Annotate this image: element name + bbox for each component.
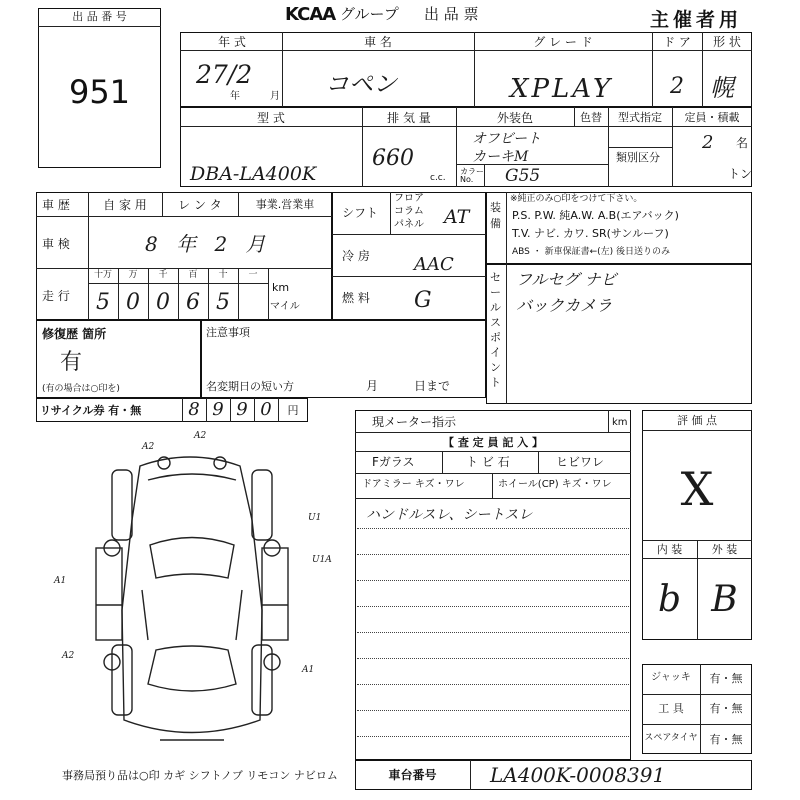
tool-spare-status: 有・無 [709, 733, 743, 746]
fglass-label: Fガラス [372, 455, 415, 469]
exterior-label: 外 装 [711, 543, 738, 556]
interior-label: 内 装 [656, 543, 683, 556]
shift-label: シフト [342, 206, 379, 220]
type-designation-header: 型式指定 [618, 111, 662, 124]
deadline-label: 名変期日の短い方 [206, 380, 294, 393]
doors-value: 2 [670, 74, 684, 99]
header-group: グループ [340, 5, 399, 23]
damage-mark: U1 [308, 513, 322, 523]
score-label: 評 価 点 [677, 414, 717, 427]
fuel-value: G [414, 288, 432, 313]
recycle-yen: 円 [287, 404, 299, 417]
damage-mark: A1 [54, 576, 67, 586]
rental-option: レ ン タ [178, 198, 222, 212]
recycle-digit: 9 [212, 399, 224, 420]
unit-10: 十 [218, 270, 228, 280]
inspector-comment: ハンドルスレ、シートスレ [366, 507, 533, 523]
brand-logo: KCAA [285, 4, 336, 25]
damage-mark: A2 [142, 442, 155, 452]
repair-label: 修復歴 箇所 [42, 327, 107, 341]
tool-kit-status: 有・無 [709, 702, 743, 715]
deadline-month: 月 [366, 379, 379, 393]
private-use-option: 自 家 用 [103, 198, 147, 212]
shift-column: コラム [394, 206, 424, 217]
tool-jack-status: 有・無 [709, 672, 743, 685]
office-items: 事務局預り品は○印 カギ シフトノブ リモコン ナビロム [62, 769, 338, 782]
fglass-crack: ヒビワレ [556, 455, 605, 469]
doors-header: ド ア [663, 35, 691, 49]
wheel: ホイール(CP) キズ・ワレ [498, 479, 612, 490]
equipment-line2: T.V. ナビ. カワ. SR(サンルーフ) [512, 227, 669, 240]
model-header: 型 式 [257, 111, 285, 125]
km-label: km [272, 281, 290, 294]
capacity-mei: 名 [736, 136, 749, 150]
ac-value: AAC [414, 254, 454, 275]
recycle-digit: 9 [236, 399, 248, 420]
recycle-digit: 8 [188, 399, 200, 420]
grade-header: グ レ ー ド [533, 35, 593, 49]
capacity-ton: トン [728, 167, 753, 181]
mileage-digit: 6 [186, 290, 200, 315]
repair-value: 有 [60, 350, 83, 375]
mile-label: マイル [270, 301, 300, 312]
year-tsuki: 月 [270, 91, 280, 102]
history-label: 車 歴 [42, 198, 70, 212]
tool-spare: スペアタイヤ [644, 733, 698, 743]
displacement-header: 排 気 量 [387, 111, 431, 125]
body-value: 幌 [710, 74, 734, 102]
tool-kit: 工 具 [658, 702, 684, 715]
recycle-digit: 0 [260, 399, 272, 420]
color-no-label: カラー No. [460, 167, 484, 184]
equipment-line1: P.S. P.W. 純A.W. A.B(エアバック) [512, 209, 679, 222]
body-header: 形 状 [713, 35, 741, 49]
mileage-digit: 0 [156, 290, 170, 315]
color-name-value: オフビート カーキM [472, 131, 542, 165]
fuel-label: 燃 料 [342, 291, 370, 305]
equipment-note: ※純正のみ○印をつけて下さい。 [510, 194, 643, 204]
damage-mark: A1 [302, 665, 315, 675]
shift-floor: フロア [394, 193, 424, 204]
notes-label: 注意事項 [206, 326, 250, 339]
inspector-title: 【 査 定 員 記 入 】 [443, 436, 543, 449]
year-value: 27/2 [196, 60, 253, 89]
exterior-score: B [711, 579, 738, 620]
cc-label: c.c. [430, 173, 446, 183]
car-name-header: 車 名 [364, 35, 392, 49]
meter-label: 現メーター指示 [372, 415, 457, 429]
year-header: 年 式 [218, 35, 246, 49]
corner-label: 主催者用 [650, 9, 743, 31]
shift-panel: パネル [394, 219, 424, 230]
unit-100k: 十万 [93, 270, 112, 280]
unit-100: 百 [188, 270, 198, 280]
equipment-line3: ABS ・ 新車保証書←(左) 後日送りのみ [512, 247, 671, 257]
repair-note: (有の場合は○印を) [42, 384, 120, 394]
unit-1: 一 [248, 270, 258, 280]
inspection-label: 車 検 [42, 237, 70, 251]
model-value: DBA-LA400K [190, 163, 317, 185]
car-name-value: コペン [325, 70, 397, 98]
recycle-label: リサイクル券 有・無 [40, 404, 142, 417]
salespoint-line2: バックカメラ [516, 296, 613, 315]
tool-jack: ジャッキ [651, 672, 691, 683]
salespoint-line1: フルセグ ナビ [516, 270, 617, 289]
mileage-digit: 5 [216, 290, 230, 315]
class-label: 類別区分 [616, 151, 660, 164]
color-header: 外装色 [496, 111, 533, 125]
year-nen: 年 [230, 91, 240, 102]
lot-label: 出 品 番 号 [72, 10, 127, 23]
chassis-number: LA400K-0008391 [490, 763, 666, 787]
lot-number: 951 [68, 73, 131, 111]
ac-label: 冷 房 [342, 249, 370, 263]
interior-score: b [657, 579, 682, 620]
damage-mark: A2 [62, 651, 75, 661]
mileage-label: 走 行 [42, 289, 70, 303]
displacement-value: 660 [372, 146, 414, 171]
capacity-header: 定員・積載 [684, 111, 740, 124]
unit-10k: 万 [128, 270, 138, 280]
meter-km: km [612, 417, 628, 428]
door-mirror: ドアミラー キズ・ワレ [362, 479, 465, 490]
color-no-value: G55 [505, 166, 541, 186]
equipment-label: 装 備 [490, 201, 501, 230]
salespoint-label: セールスポイント [490, 271, 501, 389]
header-title: 出 品 票 [424, 5, 479, 23]
deadline-day: 日まで [414, 379, 451, 393]
unit-1k: 千 [158, 270, 168, 280]
shift-value: AT [444, 206, 470, 228]
damage-mark: A2 [194, 431, 207, 441]
chassis-label: 車台番号 [388, 768, 437, 782]
recolor-header: 色替 [580, 111, 602, 124]
inspection-value: 8 年 2 月 [145, 232, 272, 256]
capacity-value: 2 [702, 132, 714, 153]
damage-mark: U1A [312, 555, 332, 565]
mileage-digit: 5 [96, 290, 110, 315]
mileage-digit: 0 [126, 290, 140, 315]
score-value: X [680, 462, 714, 516]
fglass-chip: ト ビ 石 [466, 455, 510, 469]
commercial-option: 事業.営業車 [255, 198, 315, 211]
grade-value: XPLAY [510, 74, 614, 104]
